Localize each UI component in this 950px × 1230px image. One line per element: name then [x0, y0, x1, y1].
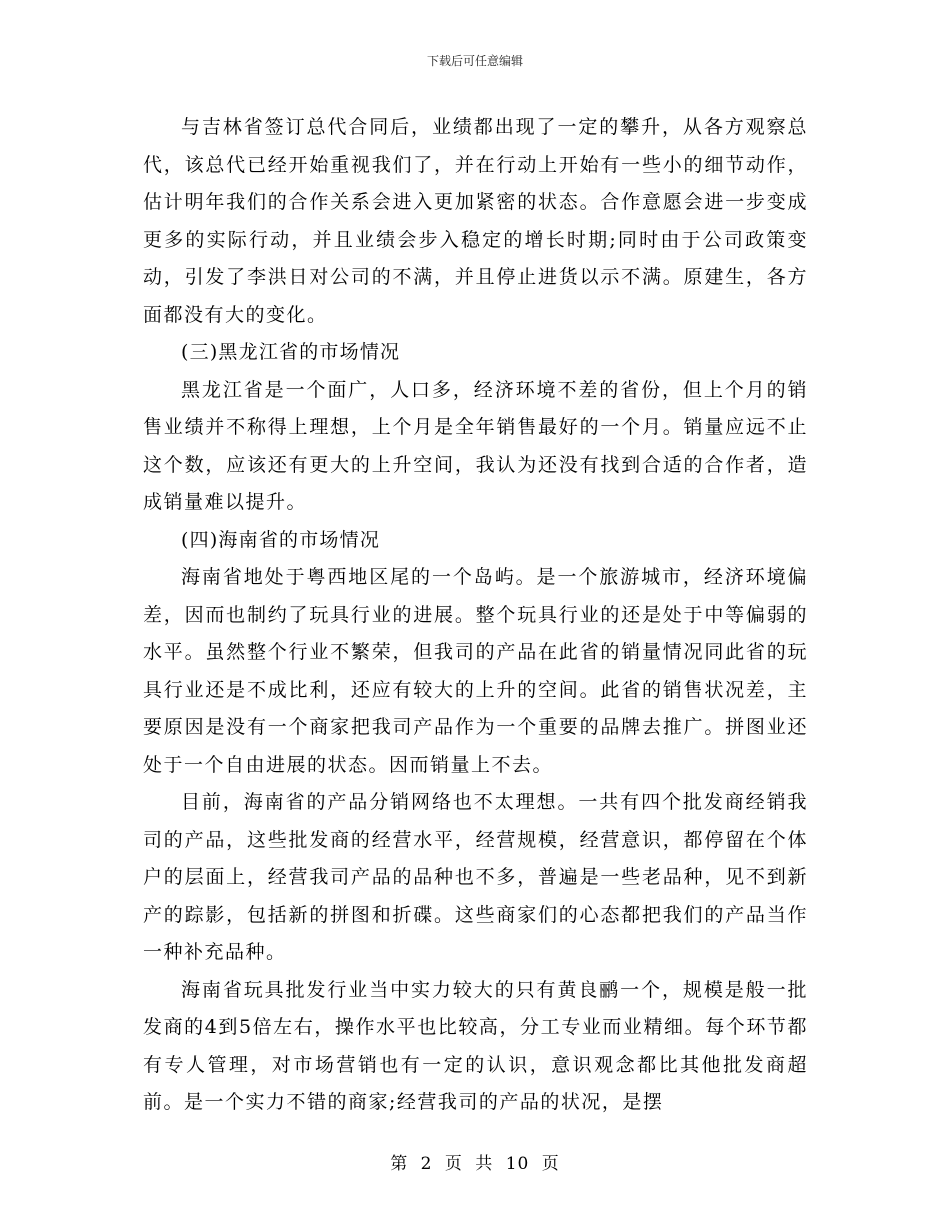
document-body [143, 109, 808, 1122]
page-number-footer: 第 2 页 共 10 页 [390, 1154, 560, 1174]
paragraph-hainan-overview: 海南省地处于粤西地区尾的一个岛屿。是一个旅游城市，经济环境偏差，因而也制约了玩具行业的进展。整个玩具行业的还是处于中等偏弱的水平。虽然整个行业不繁荣，但我司的产品在此省的销量情况同此省的玩具行业还是不成比利，还应有较大的上升的空间。此省的销售状况差，主要原因是没有一个商家把我司产品作为一个重要的品牌去推广。拼图业还处于一个自由进展的状态。因而销量上不去。 [143, 566, 808, 776]
page-header: 下载后可任意编辑 [426, 54, 523, 68]
paragraph-jilin: 与吉林省签订总代合同后，业绩都出现了一定的攀升，从各方观察总代，该总代已经开始重视我们了，并在行动上开始有一些小的细节动作，估计明年我们的合作关系会进入更加紧密的状态。合作意愿会进一步变成更多的实际行动，并且业绩会步入稳定的增长时期;同时由于公司政策变动，引发了李洪日对公司的不满，并且停止进货以示不满。原建生，各方面都没有大的变化。 [143, 116, 808, 326]
paragraph-hainan-wholesaler: 海南省玩具批发行业当中实力较大的只有黄良鹂一个，规模是般一批发商的4到5倍左右，操作水平也比较高，分工专业而业精细。每个环节都有专人管理，对市场营销也有一定的认识，意识观念都比其他批发商超前。是一个实力不错的商家;经营我司的产品的状况，是摆 [143, 978, 808, 1113]
paragraph-heilongjiang: 黑龙江省是一个面广，人口多，经济环境不差的省份，但上个月的销售业绩并不称得上理想，上个月是全年销售最好的一个月。销量应远不止这个数，应该还有更大的上升空间，我认为还没有找到合适的合作者，造成销量难以提升。 [143, 378, 808, 513]
section-heading-heilongjiang: (三)黑龙江省的市场情况 [181, 341, 401, 363]
section-heading-hainan: (四)海南省的市场情况 [181, 528, 381, 551]
paragraph-hainan-distribution: 目前，海南省的产品分销网络也不太理想。一共有四个批发商经销我司的产品，这些批发商的经营水平，经营规模，经营意识，都停留在个体户的层面上，经营我司产品的品种也不多，普遍是一些老品种，见不到新产的踪影，包括新的拼图和折碟。这些商家们的心态都把我们的产品当作一种补充品种。 [143, 791, 808, 963]
